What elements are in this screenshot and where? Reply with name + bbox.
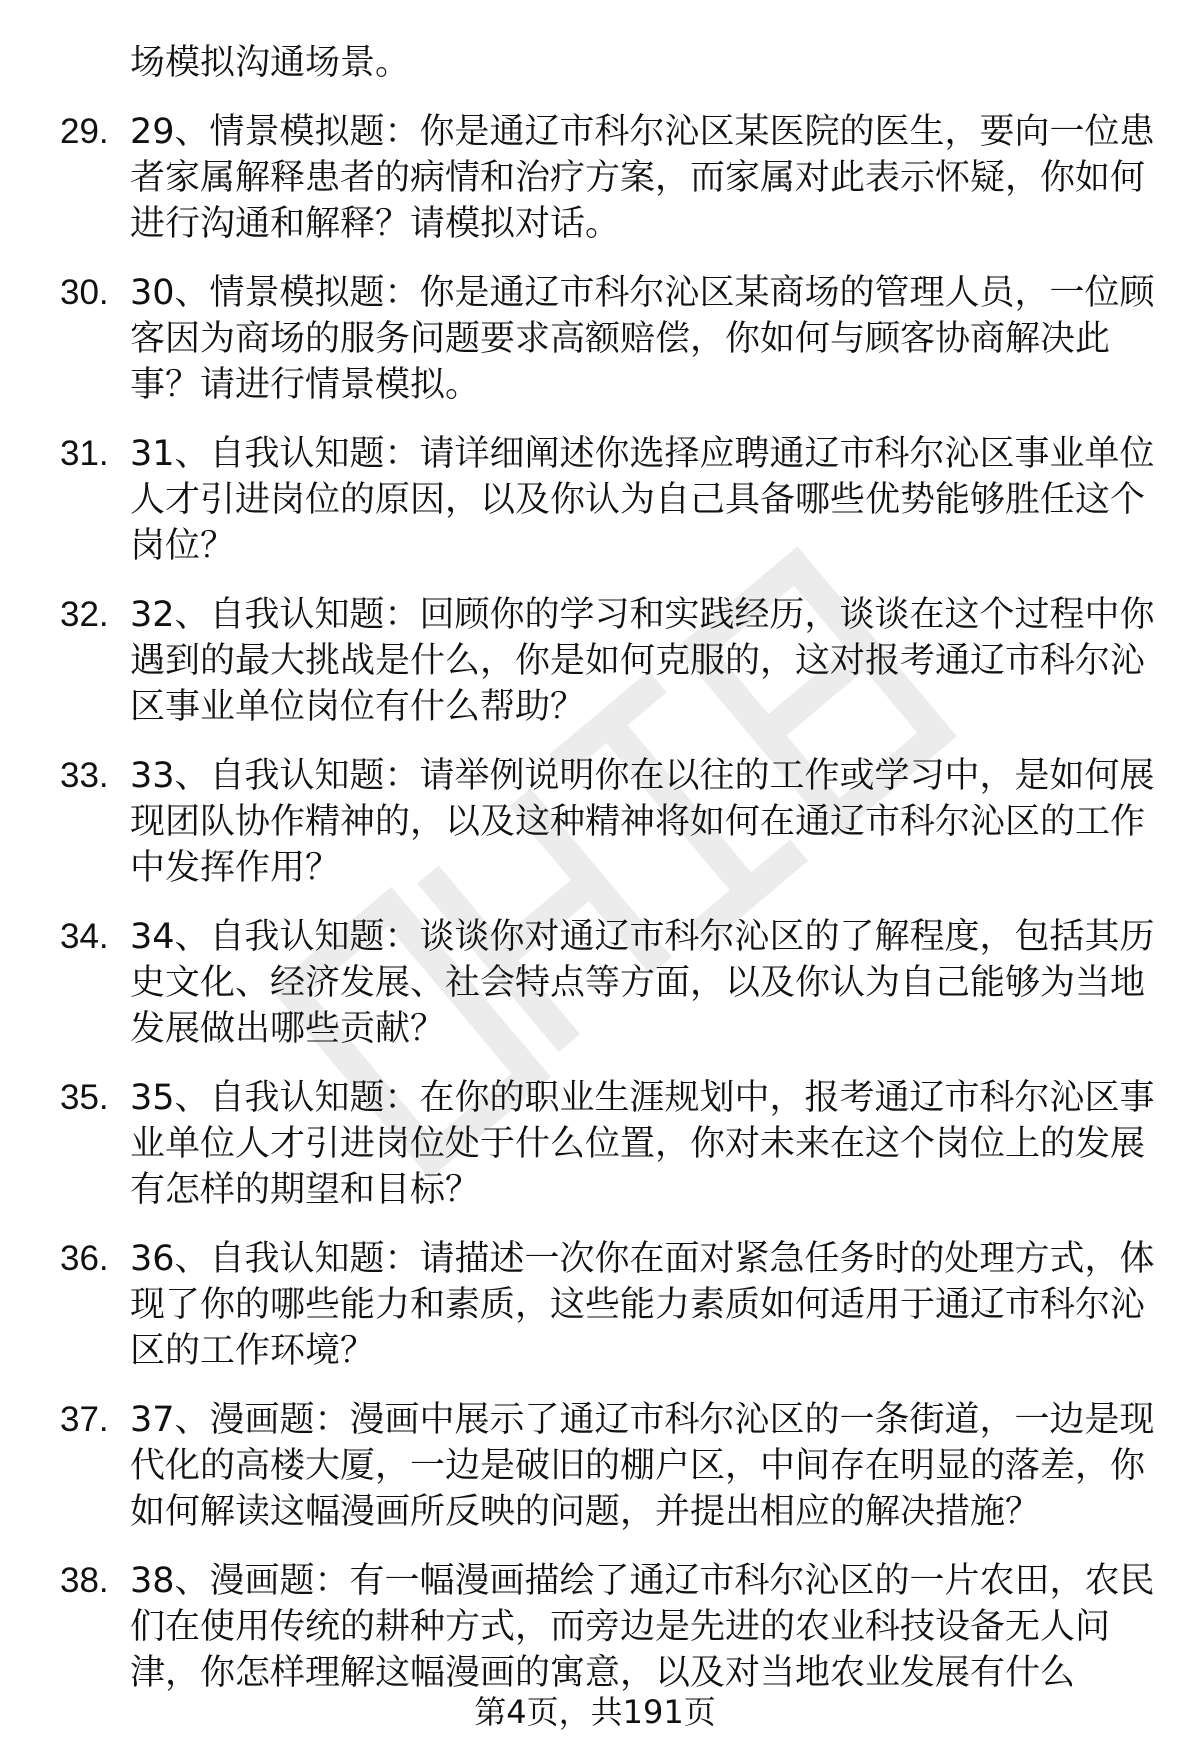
item-text: 33、自我认知题：请举例说明你在以往的工作或学习中，是如何展现团队协作精神的，以及这种精神将如何在通辽市科尔沁区的工作中发挥作用？	[130, 756, 1155, 888]
item-number: 29.	[60, 112, 109, 151]
item-text: 38、漫画题：有一幅漫画描绘了通辽市科尔沁区的一片农田，农民们在使用传统的耕种方式，而旁边是先进的农业科技设备无人问津，你怎样理解这幅漫画的寓意，以及对当地农业发展有什么	[130, 1561, 1155, 1693]
page-number: 第4页，共191页	[474, 1693, 716, 1731]
item-text: 30、情景模拟题：你是通辽市科尔沁区某商场的管理人员，一位顾客因为商场的服务问题要求高额赔偿，你如何与顾客协商解决此事？请进行情景模拟。	[130, 273, 1155, 405]
continued-text: 场模拟沟通场景。	[130, 43, 411, 83]
question-items	[0, 109, 1190, 1696]
item-text: 37、漫画题：漫画中展示了通辽市科尔沁区的一条街道，一边是现代化的高楼大厦，一边是破旧的棚户区，中间存在明显的落差，你如何解读这幅漫画所反映的问题，并提出相应的解决措施？	[130, 1400, 1155, 1532]
question-list	[0, 40, 1190, 1719]
item-number: 37.	[60, 1400, 109, 1439]
list-item	[0, 592, 1190, 730]
list-item	[0, 1236, 1190, 1374]
list-item	[0, 914, 1190, 1052]
list-item	[0, 1075, 1190, 1213]
item-number: 32.	[60, 595, 109, 634]
item-number: 38.	[60, 1561, 109, 1600]
item-number: 34.	[60, 917, 109, 956]
list-item	[0, 270, 1190, 408]
item-number: 31.	[60, 434, 109, 473]
list-item	[0, 109, 1190, 247]
item-text: 29、情景模拟题：你是通辽市科尔沁区某医院的医生，要向一位患者家属解释患者的病情和治疗方案，而家属对此表示怀疑，你如何进行沟通和解释？请模拟对话。	[130, 112, 1155, 244]
list-item	[0, 431, 1190, 569]
item-text: 34、自我认知题：谈谈你对通辽市科尔沁区的了解程度，包括其历史文化、经济发展、社会特点等方面，以及你认为自己能够为当地发展做出哪些贡献？	[130, 917, 1155, 1049]
list-item	[0, 753, 1190, 891]
list-item	[0, 1558, 1190, 1696]
item-text: 36、自我认知题：请描述一次你在面对紧急任务时的处理方式，体现了你的哪些能力和素质，这些能力素质如何适用于通辽市科尔沁区的工作环境？	[130, 1239, 1155, 1371]
item-number: 30.	[60, 273, 109, 312]
item-text: 31、自我认知题：请详细阐述你选择应聘通辽市科尔沁区事业单位人才引进岗位的原因，以及你认为自己具备哪些优势能够胜任这个岗位？	[130, 434, 1155, 566]
item-number: 36.	[60, 1239, 109, 1278]
item-number: 33.	[60, 756, 109, 795]
list-item	[0, 1397, 1190, 1535]
item-text: 35、自我认知题：在你的职业生涯规划中，报考通辽市科尔沁区事业单位人才引进岗位处于什么位置，你对未来在这个岗位上的发展有怎样的期望和目标？	[130, 1078, 1155, 1210]
item-number: 35.	[60, 1078, 109, 1117]
item-text: 32、自我认知题：回顾你的学习和实践经历，谈谈在这个过程中你遇到的最大挑战是什么，你是如何克服的，这对报考通辽市科尔沁区事业单位岗位有什么帮助？	[130, 595, 1155, 727]
